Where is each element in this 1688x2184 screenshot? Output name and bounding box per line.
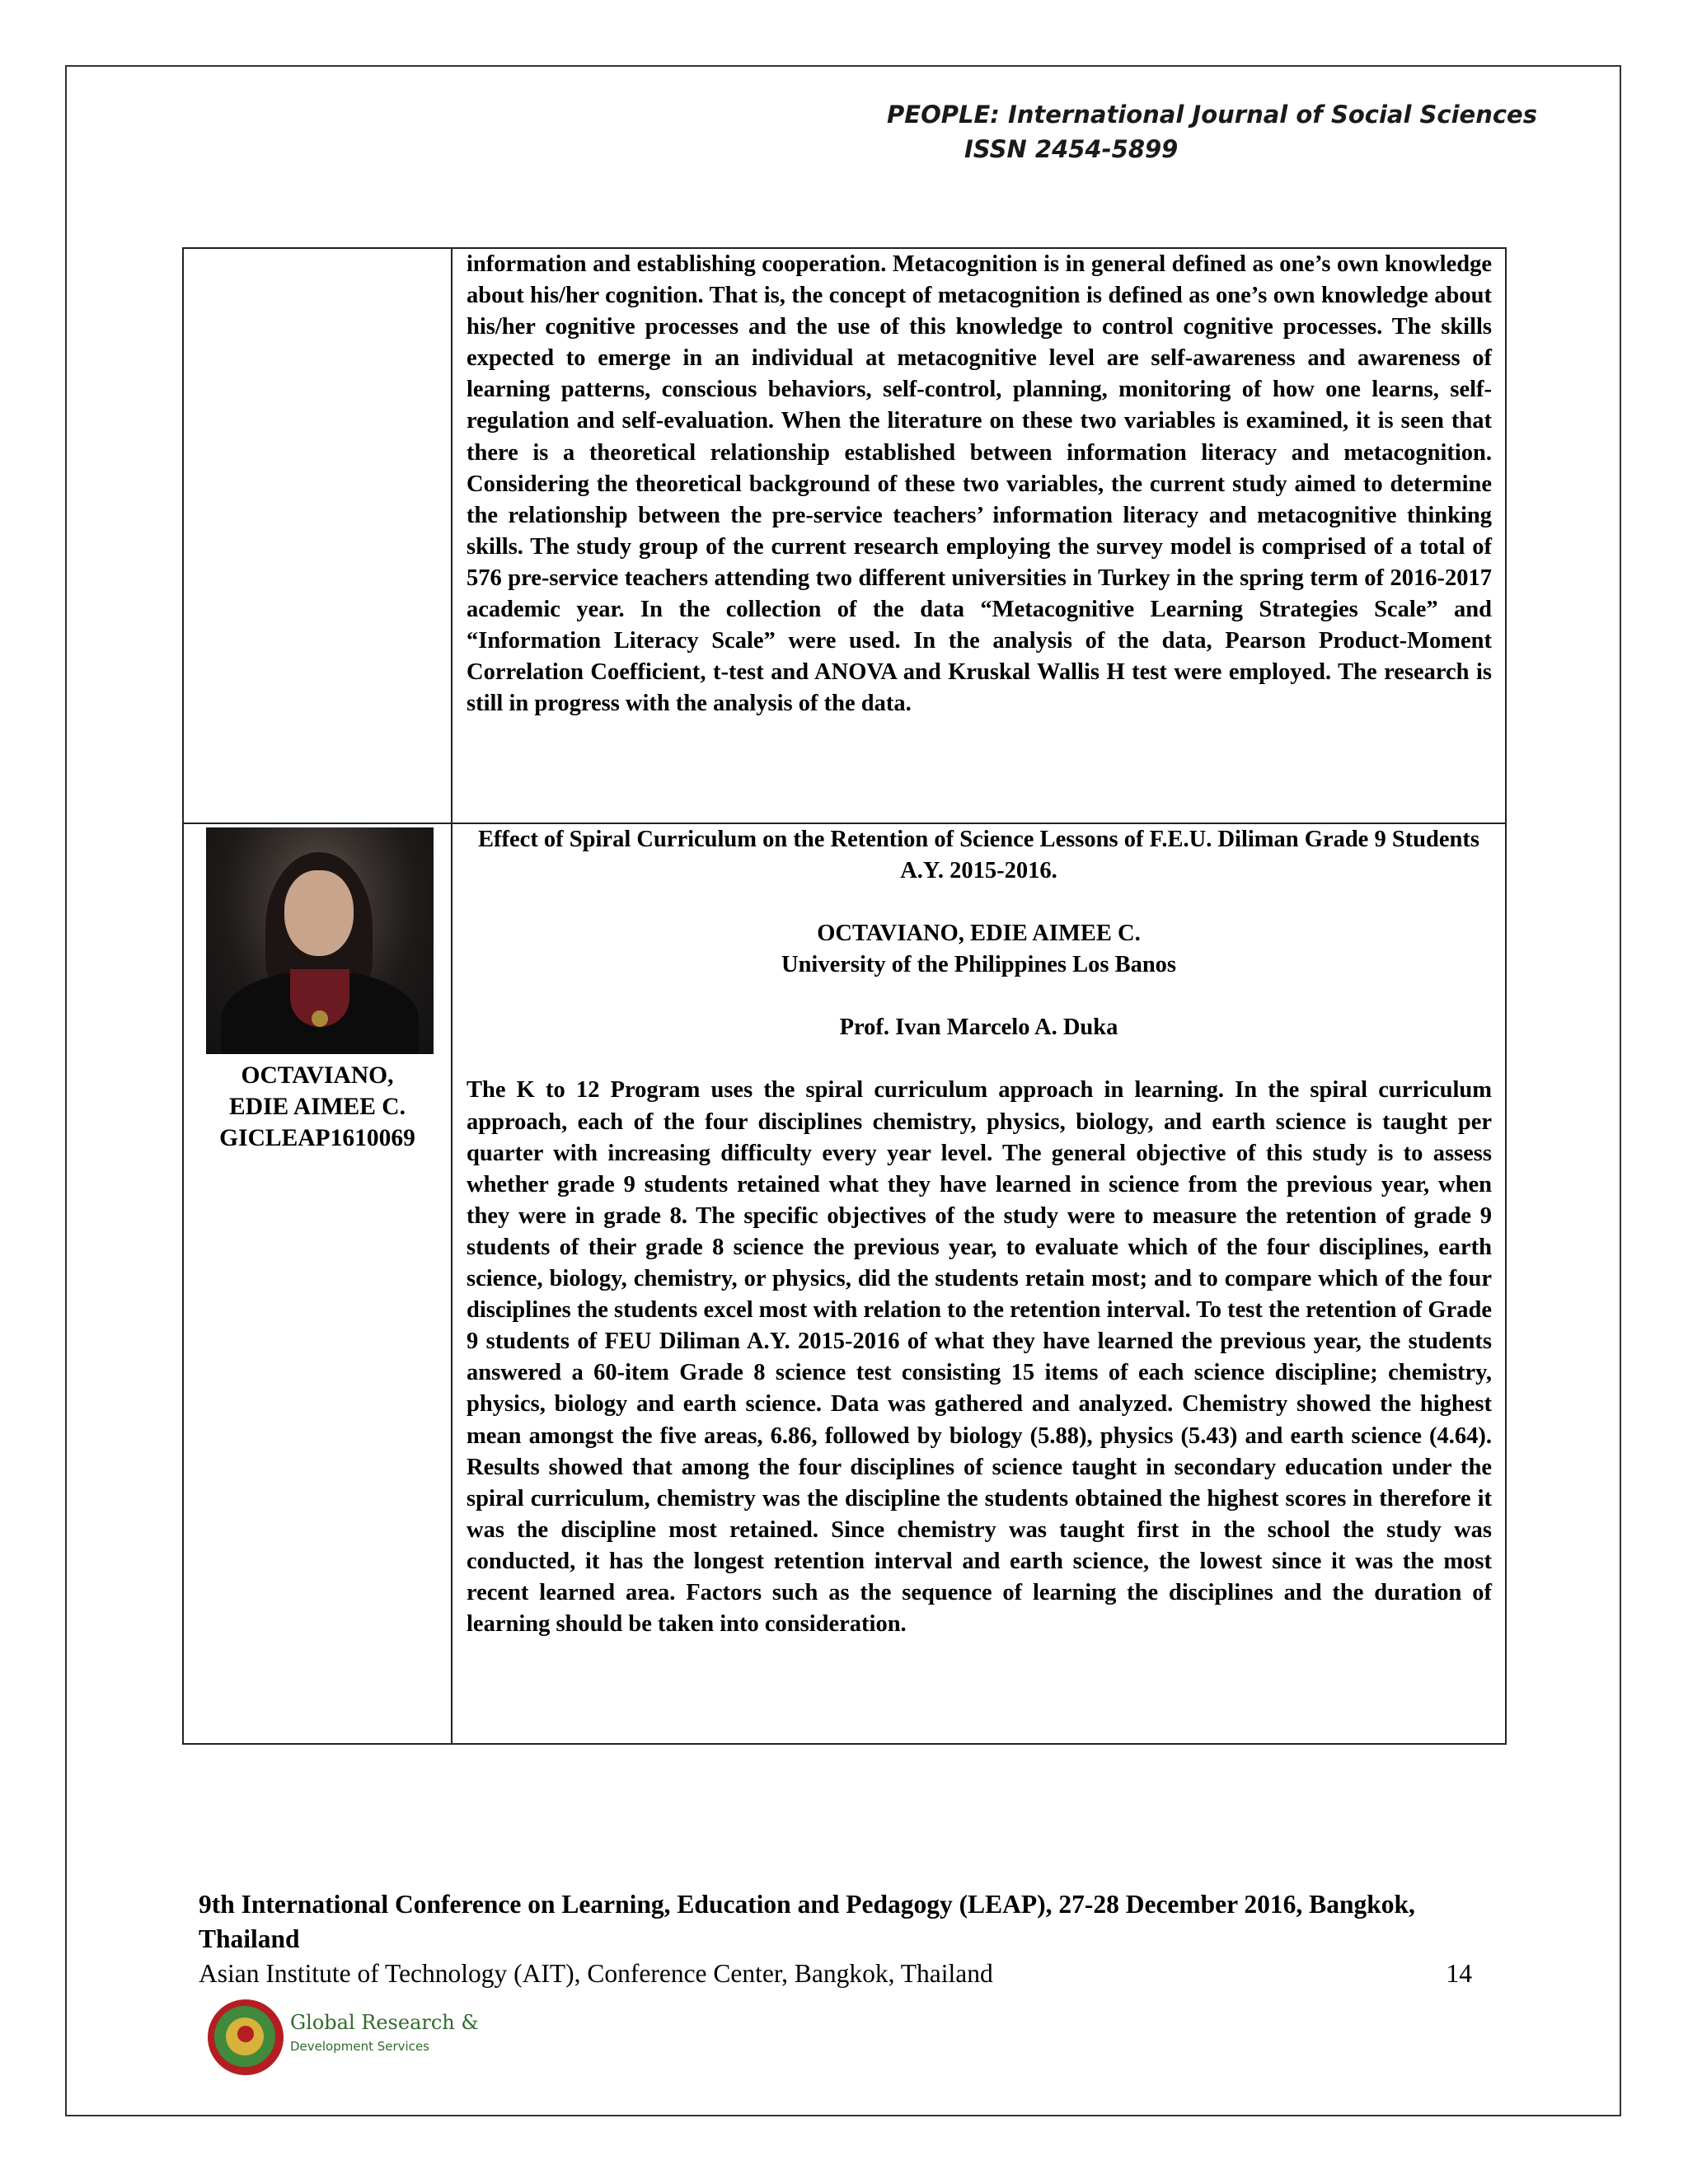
abstract-text: information and establishing cooperation. Metacognition is in general defined as one’s own knowledge about his/her cognition. That is, the concept of metacognition is defined as one’s own knowledge about his/her cognitive processes and the use of this knowledge to control cognitive processes. The skills expected to emerge in an individual at metacognitive level are self-awareness and awareness of learning patterns, conscious behaviors, self-control, planning, monitoring of how one learns, self-regulation and self-evaluation. When the literature on these two variables is examined, it is seen that there is a theoretical relationship established between information literacy and metacognition. Considering the theoretical background of these two variables, the current study aimed to determine the relationship between the pre-service teachers’ information literacy and metacognitive thinking skills. The study group of the current research employing the survey model is comprised of a total of 576 pre-service teachers attending two different universities in Turkey in the spring term of 2016-2017 academic year. In the collection of the data “Metacognitive Learning Strategies Scale” and “Information Literacy Scale” were used. In the analysis of the data, Pearson Product-Moment Correlation Coefficient, t-test and ANOVA and Kruskal Wallis H test were employed. The research is still in progress with the analysis of the data. (467, 251, 1492, 717)
abstract-text: The K to 12 Program uses the spiral curriculum approach in learning. In the spiral curriculum approach, each of the four disciplines chemistry, physics, biology, and earth science is taught per quarter with increasing difficulty every year level. The general objective of this study is to assess whether grade 9 students retained what they have learned in science from the previous year, when they were in grade 8. The specific objectives of the study were to measure the retention of grade 9 students of their grade 8 science the previous year, to evaluate which of the four disciplines, earth science, biology, chemistry, or physics, did the students retain most; and to compare which of the four disciplines the students excel most with relation to the retention interval. To test the retention of Grade 9 students of FEU Diliman A.Y. 2015-2016 of what they have learned the previous year, the students answered a 60-item Grade 8 science test consisting 15 items of each science discipline; chemistry, physics, biology and earth science. Data was gathered and analyzed. Chemistry showed the highest mean amongst the five areas, 6.86, followed by biology (5.88), physics (5.43) and earth science (4.64). Results showed that among the four disciplines of science taught in secondary education under the spiral curriculum, chemistry was the discipline the students obtained the highest scores in therefore it was the discipline most retained. Since chemistry was taught first in the school the study was conducted, it has the longest retention interval and earth science, the lowest since it was the most recent learned area. Factors such as the sequence of learning the disciplines and the duration of learning should be taken into consideration. (467, 1077, 1492, 1638)
paper-affiliation: University of the Philippines Los Banos (781, 952, 1177, 978)
author-name-line1: OCTAVIANO, (241, 1062, 394, 1089)
author-caption (184, 1060, 451, 1154)
paper-supervisor: Prof. Ivan Marcelo A. Duka (839, 1015, 1118, 1041)
paper-title: Effect of Spiral Curriculum on the Retention of Science Lessons of F.E.U. Diliman Grade 9 Students A.Y. 2015-2016. (478, 827, 1479, 884)
conference-info: 9th International Conference on Learning, Education and Pedagogy (LEAP), 27-28 December 2016, Bangkok, Thailand (199, 1890, 1415, 1953)
page-number: 14 (1446, 1959, 1472, 1988)
abstracts-table (182, 247, 1507, 1745)
abstract-cell (452, 823, 1506, 1744)
page-footer (199, 1887, 1493, 1992)
venue-row (199, 1956, 1472, 1992)
organizer-logo (204, 1993, 479, 2085)
table-row (183, 248, 1506, 823)
abstract-cell (452, 248, 1506, 823)
journal-title: PEOPLE: International Journal of Social Sciences (887, 101, 1537, 129)
author-cell (183, 823, 452, 1744)
author-id: GICLEAP1610069 (219, 1125, 415, 1151)
author-photo (206, 827, 434, 1054)
logo-text-line1: Global Research & (290, 2011, 479, 2034)
journal-header (824, 97, 1550, 166)
paper-author: OCTAVIANO, EDIE AIMEE C. (817, 921, 1141, 947)
venue-info: Asian Institute of Technology (AIT), Conference Center, Bangkok, Thailand (199, 1959, 993, 1988)
table-row (183, 823, 1506, 1744)
logo-text-line2: Development Services (290, 2039, 429, 2054)
journal-issn: ISSN 2454-5899 (964, 135, 1179, 163)
seal-icon (208, 1999, 284, 2075)
author-cell-empty (183, 248, 452, 823)
author-name-line2: EDIE AIMEE C. (229, 1094, 406, 1120)
